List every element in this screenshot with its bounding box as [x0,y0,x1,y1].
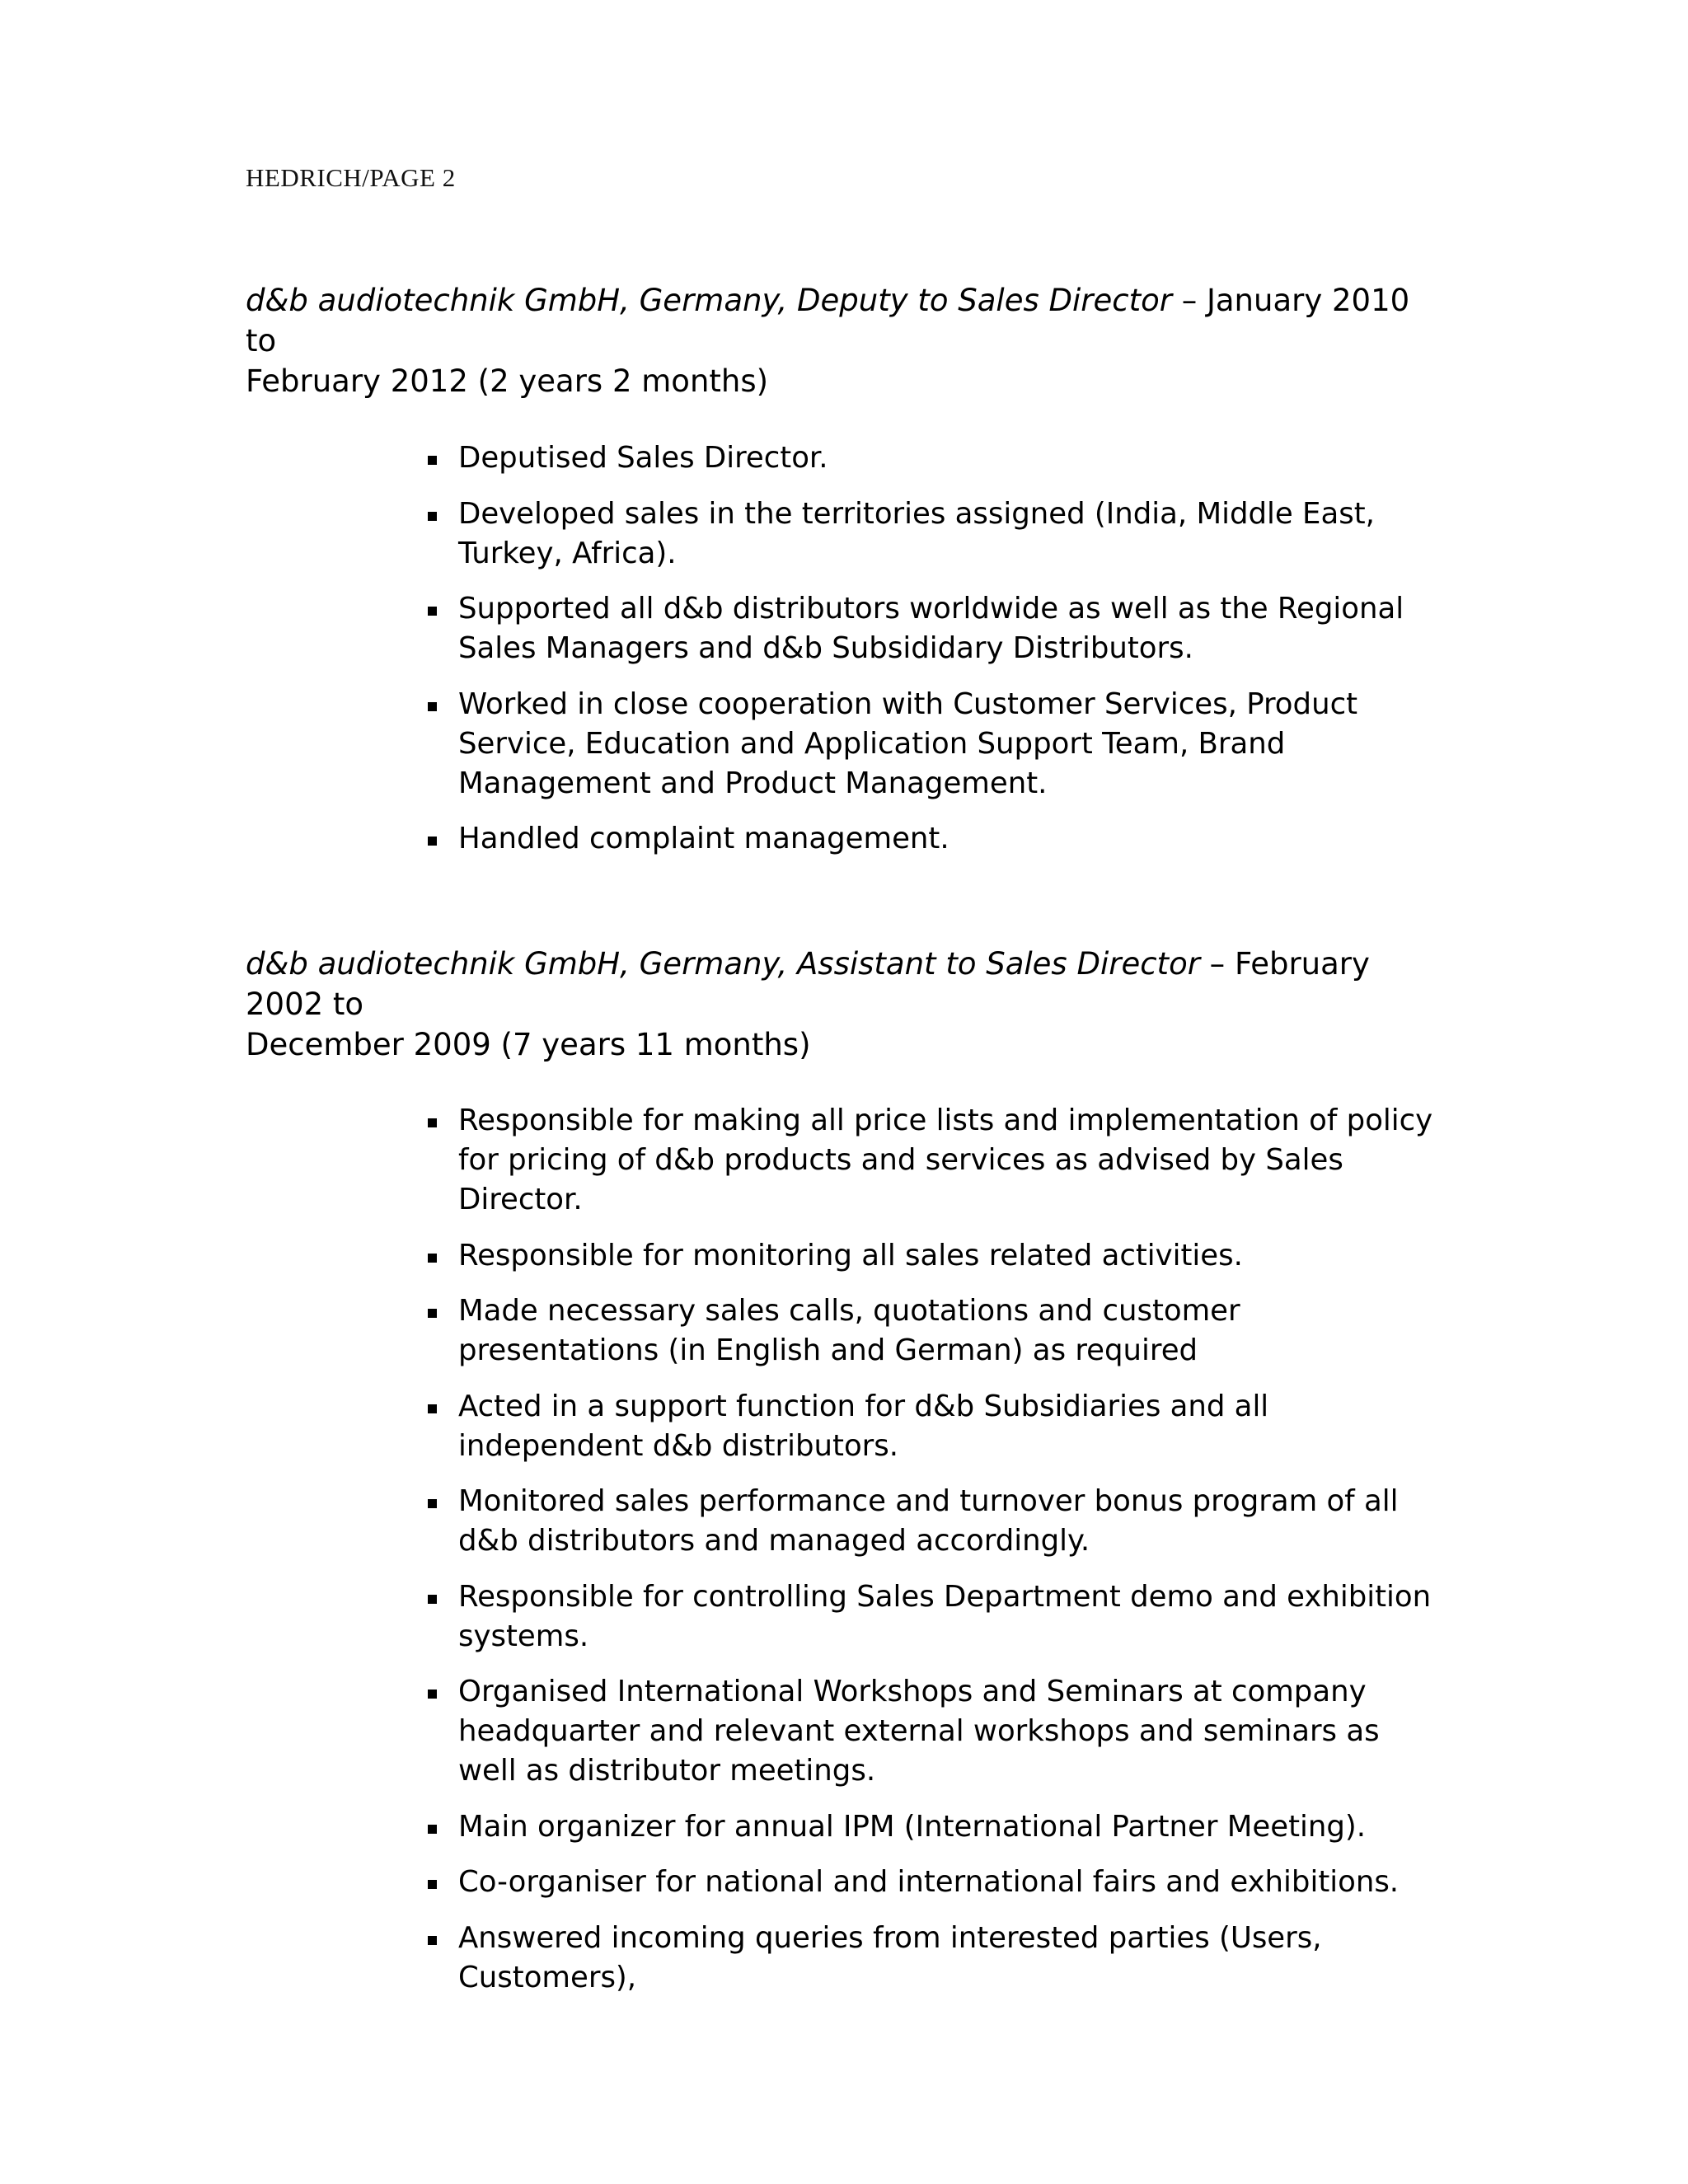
list-item [422,819,1444,859]
list-item-text: Deputised Sales Director. [458,441,828,475]
list-item-text: Responsible for controlling Sales Department demo and exhibition systems. [458,1579,1432,1653]
position-period-start: – February 2002 to [246,946,1370,1022]
square-bullet-icon [428,1690,437,1699]
list-item-text: Responsible for monitoring all sales related activities. [458,1238,1243,1272]
list-item-text: Worked in close cooperation with Customer Services, Product Service, Education and Application Support Team, Brand Management and Product Management. [458,687,1358,800]
square-bullet-icon [428,702,437,711]
list-item [422,438,1444,478]
list-item [422,1387,1444,1466]
list-item [422,494,1444,574]
list-item-text: Supported all d&b distributors worldwide as well as the Regional Sales Managers and d&b Subsididary Distributors. [458,592,1404,665]
square-bullet-icon [428,607,437,616]
list-item [422,1101,1444,1220]
square-bullet-icon [428,512,437,521]
square-bullet-icon [428,1309,437,1318]
list-item [422,685,1444,804]
list-item [422,1672,1444,1791]
responsibilities-list [422,438,1444,875]
list-item [422,1807,1444,1847]
square-bullet-icon [428,1254,437,1263]
list-item [422,1863,1444,1902]
list-item-text: Co-organiser for national and international fairs and exhibitions. [458,1865,1400,1899]
square-bullet-icon [428,1595,437,1604]
list-item-text: Acted in a support function for d&b Subsidiaries and all independent d&b distributors. [458,1389,1269,1463]
position-period-end: February 2012 (2 years 2 months) [246,363,769,399]
list-item [422,1577,1444,1657]
responsibilities-list [422,1101,1444,2013]
list-item-text: Main organizer for annual IPM (International Partner Meeting). [458,1809,1367,1844]
page-header: HEDRICH/PAGE 2 [246,163,456,192]
list-item [422,1482,1444,1561]
position-heading [246,944,1449,1065]
square-bullet-icon [428,1499,437,1508]
square-bullet-icon [428,456,437,465]
position-role: d&b audiotechnik GmbH, Germany, Deputy to Sales Director [246,283,1172,318]
square-bullet-icon [428,1825,437,1834]
list-item-text: Monitored sales performance and turnover bonus program of all d&b distributors and managed accordingly. [458,1484,1399,1558]
list-item-text: Responsible for making all price lists and implementation of policy for pricing of d&b products and services as advised by Sales Director. [458,1104,1433,1216]
square-bullet-icon [428,837,437,846]
position-period-end: December 2009 (7 years 11 months) [246,1027,811,1062]
list-item [422,1236,1444,1276]
position-role: d&b audiotechnik GmbH, Germany, Assistant to Sales Director [246,946,1200,982]
list-item [422,1291,1444,1371]
list-item-text: Developed sales in the territories assigned (India, Middle East, Turkey, Africa). [458,496,1375,570]
list-item [422,1919,1444,1998]
square-bullet-icon [428,1404,437,1413]
list-item-text: Organised International Workshops and Seminars at company headquarter and relevant external workshops and seminars as well as distributor meetings. [458,1675,1380,1788]
list-item [422,589,1444,668]
list-item-text: Answered incoming queries from interested parties (Users, Customers), [458,1920,1322,1994]
list-item-text: Handled complaint management. [458,822,950,855]
position-heading [246,280,1449,401]
position-period-start: – January 2010 to [246,283,1410,359]
list-item-text: Made necessary sales calls, quotations and customer presentations (in English and German) as required [458,1294,1240,1367]
square-bullet-icon [428,1936,437,1945]
square-bullet-icon [428,1880,437,1889]
square-bullet-icon [428,1118,437,1127]
